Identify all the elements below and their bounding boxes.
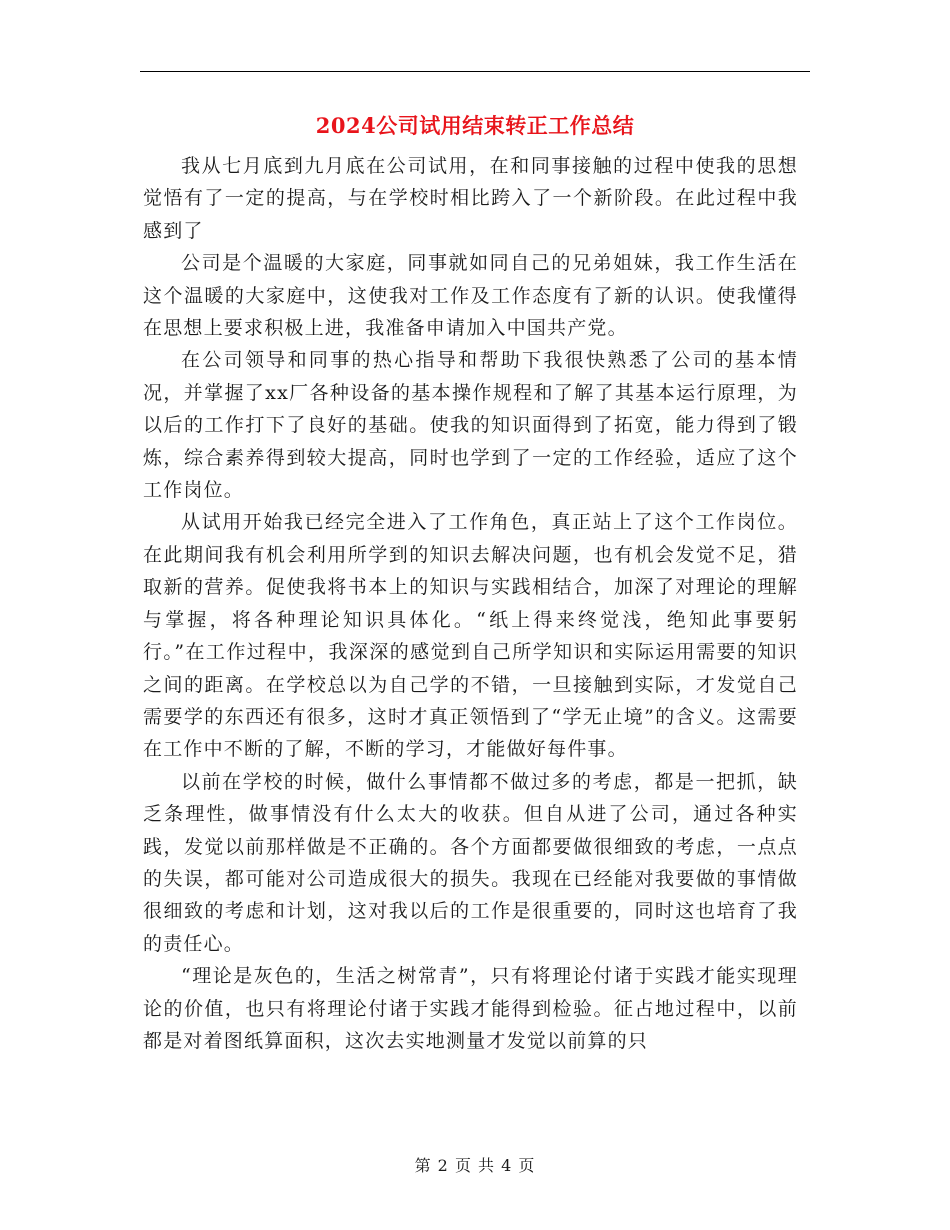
header-rule [140,71,810,72]
paragraph: 从试用开始我已经完全进入了工作角色，真正站上了这个工作岗位。在此期间我有机会利用所学到的知识去解决问题，也有机会发觉不足，猎取新的营养。促使我将书本上的知识与实践相结合，加深了对理论的理解与掌握，将各种理论知识具体化。“纸上得来终觉浅，绝知此事要躬行。”在工作过程中，我深深的感觉到自己所学知识和实际运用需要的知识之间的距离。在学校总以为自己学的不错，一旦接触到实际，才发觉自己需要学的东西还有很多，这时才真正领悟到了“学无止境”的含义。这需要在工作中不断的了解，不断的学习，才能做好每件事。 [143,511,798,761]
document-body [143,150,798,1057]
document-title: 2024公司试用结束转正工作总结 [315,113,635,138]
paragraph: 公司是个温暖的大家庭，同事就如同自己的兄弟姐妹，我工作生活在这个温暖的大家庭中，这使我对工作及工作态度有了新的认识。使我懂得在思想上要求积极上进，我准备申请加入中国共产党。 [143,252,798,340]
paragraph: 在公司领导和同事的热心指导和帮助下我很快熟悉了公司的基本情况，并掌握了xx厂各种设备的基本操作规程和了解了其基本运行原理，为以后的工作打下了良好的基础。使我的知识面得到了拓宽，能力得到了锻炼，综合素养得到较大提高，同时也学到了一定的工作经验，适应了这个工作岗位。 [143,349,798,502]
paragraph: 我从七月底到九月底在公司试用，在和同事接触的过程中使我的思想觉悟有了一定的提高，与在学校时相比跨入了一个新阶段。在此过程中我感到了 [143,155,798,242]
paragraph: “理论是灰色的，生活之树常青”，只有将理论付诸于实践才能实现理论的价值，也只有将理论付诸于实践才能得到检验。征占地过程中，以前都是对着图纸算面积，这次去实地测量才发觉以前算的只 [143,965,798,1052]
page-number-footer: 第 2 页 共 4 页 [414,1156,536,1175]
paragraph: 以前在学校的时候，做什么事情都不做过多的考虑，都是一把抓，缺乏条理性，做事情没有什么太大的收获。但自从进了公司，通过各种实践，发觉以前那样做是不正确的。各个方面都要做很细致的考虑，一点点的失误，都可能对公司造成很大的损失。我现在已经能对我要做的事情做很细致的考虑和计划，这对我以后的工作是很重要的，同时这也培育了我的责任心。 [143,770,798,955]
